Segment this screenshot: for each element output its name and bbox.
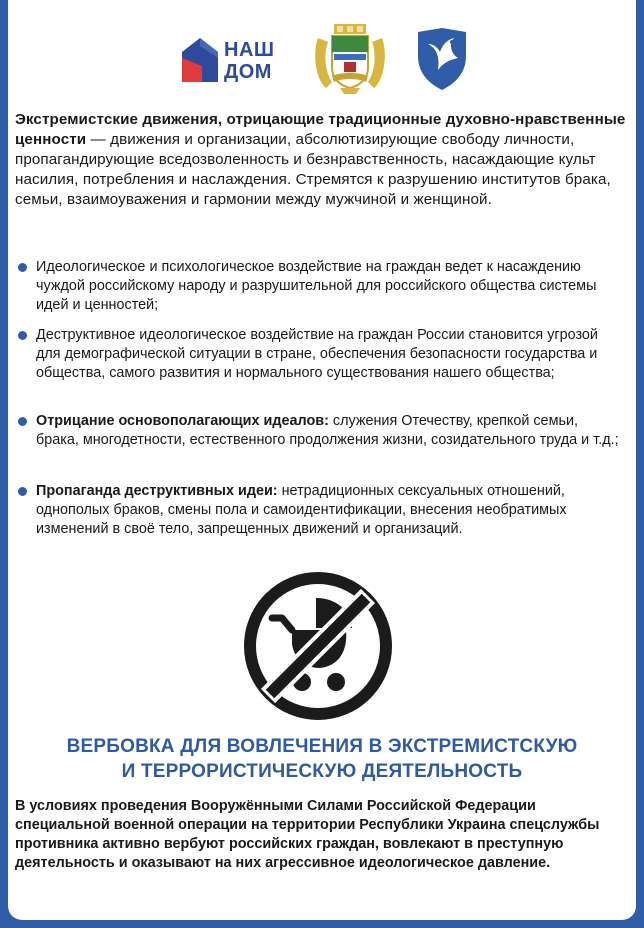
bullet-text: Идеологическое и психологическое воздействие на граждан ведет к насаждению чуждой российскому народу и разрушительной для российского общества системы идей и ценностей;: [36, 259, 597, 313]
no-baby-stroller-icon: [242, 570, 394, 722]
logo-text-line2: ДОМ: [224, 61, 272, 83]
bullet-text: служения Отечеству, крепкой семьи, брака, многодетности, естественного продолжения жизни, созидательного труда и т.д.;: [36, 413, 619, 448]
section-heading: [8, 734, 636, 784]
intro-term: Экстремистские движения, отрицающие традиционные духовно-нравственные ценности: [15, 111, 626, 148]
intro-definition: — движения и организации, абсолютизирующие свободу личности, пропагандирующие вседозволенность и безнравственность, насаждающие культ насилия, потребления и наслаждения. Стремятся к разрушению институтов брака, семьи, взаимоуважения и гармонии между мужчиной и женщиной.: [15, 131, 611, 208]
city-crest-icon: [310, 24, 390, 96]
heading-line2: И ТЕРРОРИСТИЧЕСКУЮ ДЕЯТЕЛЬНОСТЬ: [121, 761, 523, 782]
poster-card: [8, 0, 636, 920]
logo-text-line1: НАШ: [224, 39, 275, 61]
house-icon: [180, 36, 220, 84]
intro-paragraph: [15, 110, 627, 210]
bullet-bold: Отрицание основополагающих идеалов:: [36, 413, 329, 429]
bullet-dot: [18, 487, 27, 496]
eagle-shield-icon: [414, 26, 470, 92]
recruitment-paragraph: В условиях проведения Вооружёнными Силами Российской Федерации специальной военной операции на территории Республики Украина спецслужбы противника активно вербуют российских граждан, вовлекают в преступную деятельность и оказывают на них агрессивное идеологическое давление.: [15, 798, 600, 871]
bullet-text: Деструктивное идеологическое воздействие на граждан России становится угрозой для демографической ситуации в стране, обеспечения безопасности государства и общества, самого развития и нормального существования нашего общества;: [36, 327, 598, 381]
nash-dom-logo: [180, 36, 280, 86]
heading-line1: ВЕРБОВКА ДЛЯ ВОВЛЕЧЕНИЯ В ЭКСТРЕМИСТСКУЮ: [66, 736, 578, 757]
bullet-dot: [18, 331, 27, 340]
bullet-dot: [18, 417, 27, 426]
bullet-dot: [18, 263, 27, 272]
logo-row: [8, 22, 636, 96]
bullet-text: нетрадиционных сексуальных отношений, однополых браков, смены пола и самоидентификации, внесения необратимых изменений в своё тело, запрещенных движений и организаций.: [36, 483, 567, 537]
bullet-bold: Пропаганда деструктивных идеи:: [36, 483, 278, 499]
